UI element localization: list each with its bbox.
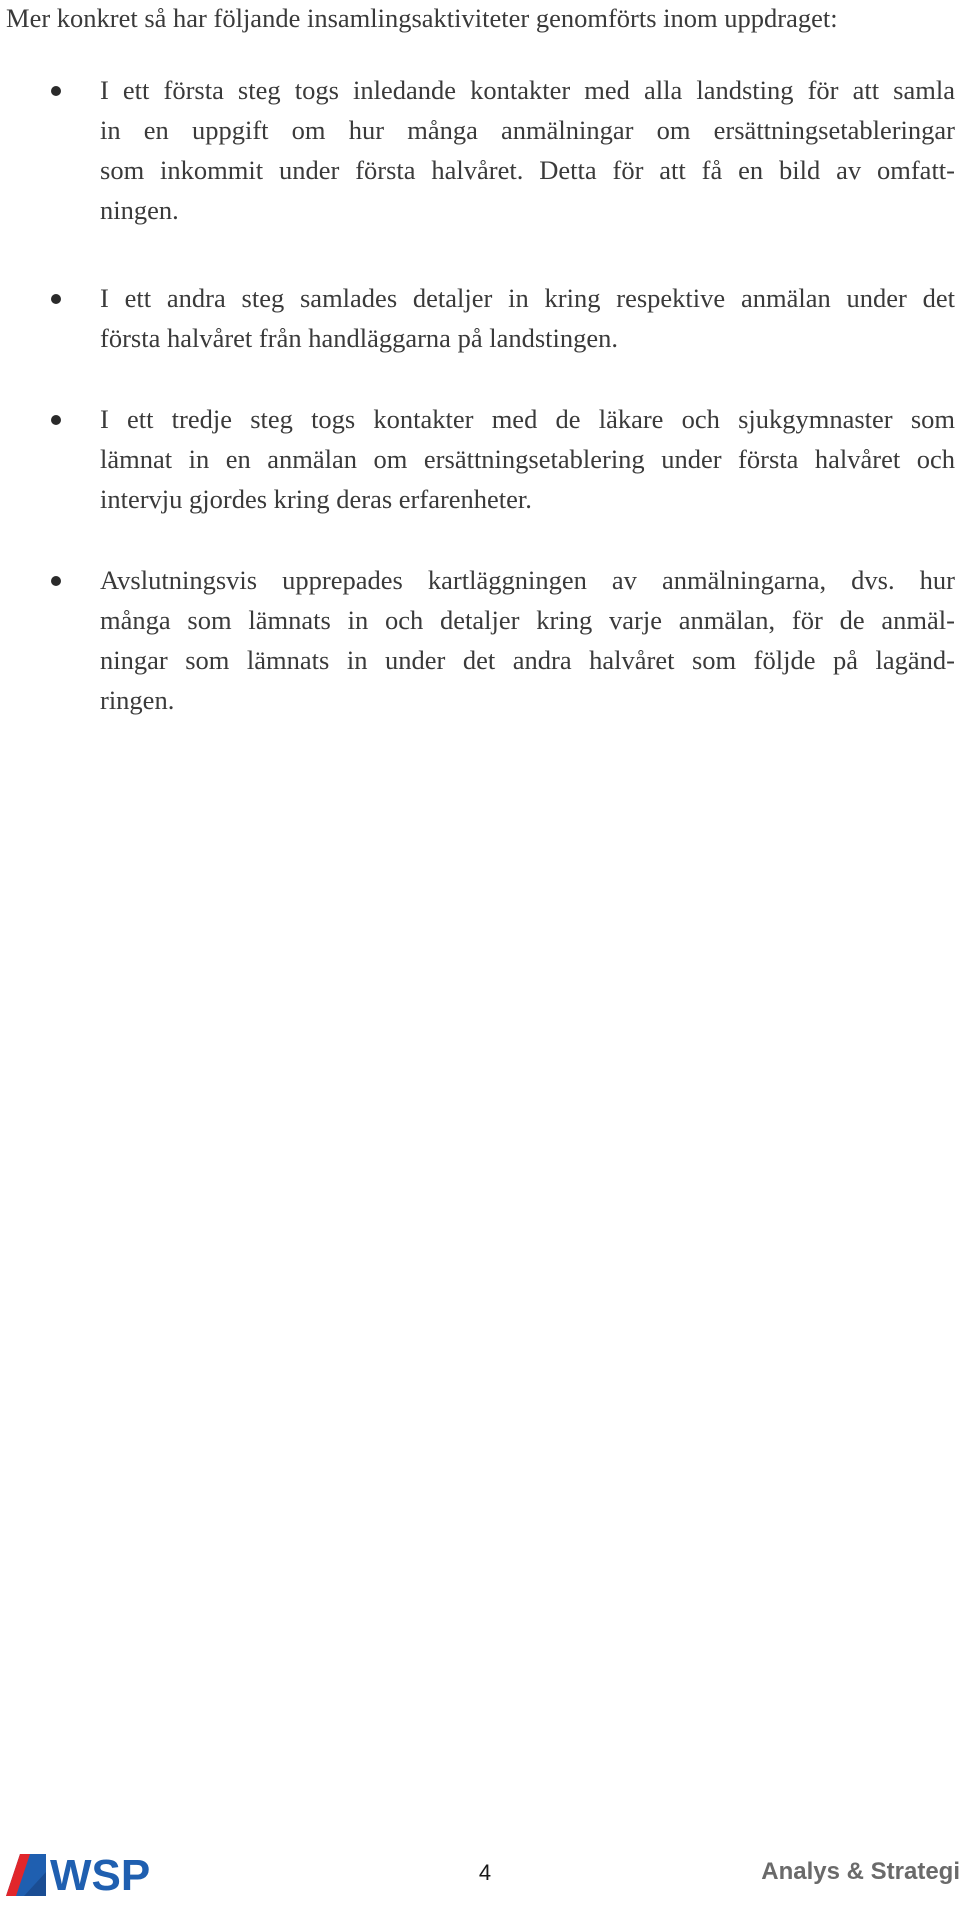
text-line: ringen. bbox=[100, 685, 175, 715]
text-line: som inkommit under första halvåret. Detta för att få en bild av omfatt- bbox=[100, 155, 955, 185]
text-line: I ett tredje steg togs kontakter med de läkare och sjukgymnaster som bbox=[100, 404, 955, 434]
list-item-text bbox=[100, 399, 955, 519]
list-item-text bbox=[100, 70, 955, 230]
logo-wordmark: WSP bbox=[50, 1851, 151, 1896]
text-line: I ett andra steg samlades detaljer in kring respektive anmälan under det bbox=[100, 283, 955, 313]
footer-brand: Analys & Strategi bbox=[761, 1858, 960, 1885]
text-line: Avslutningsvis upprepades kartläggningen av anmälningarna, dvs. hur bbox=[100, 565, 955, 595]
bullet-icon bbox=[51, 294, 61, 304]
text-line: ningen. bbox=[100, 195, 179, 225]
page-number: 4 bbox=[478, 1860, 492, 1885]
bullet-icon bbox=[51, 86, 61, 96]
text-line: I ett första steg togs inledande kontakter med alla landsting för att samla bbox=[100, 75, 955, 105]
wsp-logo bbox=[6, 1850, 191, 1896]
text-line: lämnat in en anmälan om ersättningsetablering under första halvåret och bbox=[100, 444, 955, 474]
intro-paragraph: Mer konkret så har följande insamlingsaktiviteter genomförts inom uppdraget: bbox=[6, 3, 838, 33]
bullet-icon bbox=[51, 576, 61, 586]
text-line: många som lämnats in och detaljer kring varje anmälan, för de anmäl- bbox=[100, 605, 955, 635]
list-item-text bbox=[100, 278, 955, 358]
text-line: första halvåret från handläggarna på landstingen. bbox=[100, 323, 619, 353]
text-line: in en uppgift om hur många anmälningar om ersättningsetableringar bbox=[100, 115, 955, 145]
page-footer bbox=[0, 1840, 960, 1900]
bullet-icon bbox=[51, 415, 61, 425]
text-line: ningar som lämnats in under det andra halvåret som följde på lagänd- bbox=[100, 645, 955, 675]
list-item-text bbox=[100, 560, 955, 720]
text-line: intervju gjordes kring deras erfarenheter. bbox=[100, 484, 532, 514]
